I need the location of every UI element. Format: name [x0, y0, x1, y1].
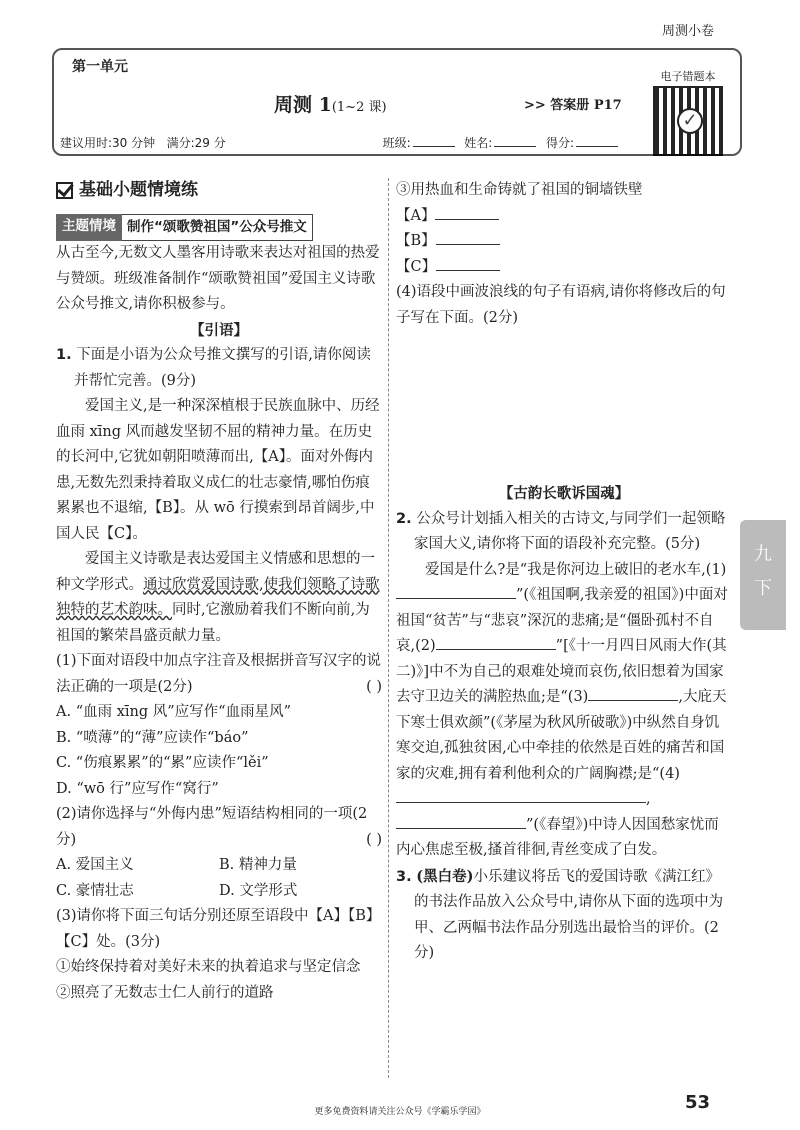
- answer-paren[interactable]: ( ): [366, 831, 382, 848]
- qr-code-icon[interactable]: [653, 86, 723, 156]
- blank-a-field[interactable]: [435, 219, 499, 220]
- q2-stem: [396, 507, 732, 558]
- sub1-stem-text: (1)下面对语段中加点字注音及根据拼音写汉字的说法正确的一项是(2分): [56, 653, 382, 695]
- q1-stem-text: 下面是小语为公众号推文撰写的引语,请你阅读并帮忙完善。(9分): [74, 347, 371, 389]
- theme-text: 制作“颂歌赞祖国”公众号推文: [122, 214, 313, 242]
- checkbox-icon: [56, 182, 73, 199]
- name-field[interactable]: [494, 146, 536, 147]
- header-box: [52, 48, 742, 156]
- section-title: [56, 178, 382, 204]
- q3-stem-text: 小乐建议将岳飞的爱国诗歌《满江红》的书法作品放入公众号中,请你从下面的选项中为甲、乙两幅书法作品分别选出最恰当的评价。(2分): [414, 868, 724, 961]
- q1-paragraph-2: [56, 547, 382, 649]
- q1-sub3-stem: (3)请你将下面三句话分别还原至语段中【A】【B】【C】处。(3分): [56, 908, 381, 950]
- para2-b: 同时,它激励着我们不断向前,为祖国的繁荣昌盛贡献力量。: [56, 602, 370, 644]
- fill-blank-4a[interactable]: [396, 802, 586, 803]
- sentence-item: ①始终保持着对美好未来的执着追求与坚定信念: [56, 959, 361, 975]
- q3-tag: (黑白卷): [416, 867, 474, 885]
- fill-blank-1[interactable]: [396, 598, 516, 599]
- q2-paragraph: [396, 558, 732, 864]
- blank-label: 【B】: [396, 233, 436, 249]
- q3-stem: [396, 864, 732, 967]
- top-label: 周测小卷: [661, 24, 714, 39]
- theme-banner: [56, 214, 382, 242]
- check-icon: ✓: [677, 108, 703, 134]
- q2-stem-text: 公众号计划插入相关的古诗文,与同学们一起领略家国大义,请你将下面的语段补充完整。(5分): [414, 510, 726, 552]
- option: B. “喷薄”的“薄”应读作“báo”: [56, 729, 249, 746]
- q2-text: (2): [415, 638, 436, 654]
- answer-space[interactable]: [396, 331, 732, 481]
- sub2-stem-text: (2)请你选择与“外侮内患”短语结构相同的一项(2分): [56, 806, 368, 848]
- options-row: [56, 853, 382, 879]
- wavy-sentence: 通过欣赏爱国诗歌,使我们领略了诗歌独特的艺术韵味。: [56, 576, 380, 618]
- blank-b: [396, 229, 732, 255]
- score-field[interactable]: [576, 146, 618, 147]
- subheading-quote: 【引语】: [190, 321, 248, 339]
- side-tab-top: 九: [754, 544, 772, 565]
- q2-text: ,大庇天下寒士俱欢颜”(《茅屋为秋风所破歌》)中纵然自身饥寒交迫,孤独贫困,心中牵挂的依然是百姓的痛苦和国家的灾难,拥有着利他利众的广阔胸襟;是“(4): [396, 689, 727, 782]
- footer-note: 更多免费资料请关注公众号《学霸乐学园》: [314, 1107, 486, 1117]
- fill-blank-2[interactable]: [436, 649, 556, 650]
- side-tab-bottom: 下: [754, 578, 772, 599]
- q2-text: 爱国是什么?是“我是你河边上破旧的老水车,(1): [425, 561, 727, 578]
- q3-number: 3.: [396, 868, 412, 885]
- info-row: [60, 134, 620, 151]
- qr-block: [638, 68, 738, 156]
- subheading-poems: 【古韵长歌诉国魂】: [498, 485, 630, 502]
- title-sub: (1~2 课): [331, 100, 387, 115]
- q1-paragraph-1: 爱国主义,是一种深深植根于民族血脉中、历经血雨 xīng 风而越发坚韧不屈的精神力量。在历史的长河中,它犹如朝阳喷薄而出,【A】。面对外侮内患,无数先烈秉持着取义成仁的壮志豪情,哪怕伤痕累累也不退缩,【B】。从 wō 行摸索到昂首阔步,中国人民【C】。: [56, 398, 380, 542]
- intro-text: 从古至今,无数文人墨客用诗歌来表达对祖国的热爱与赞颂。班级准备制作“颂歌赞祖国”爱国主义诗歌公众号推文,请你积极参与。: [56, 245, 380, 312]
- page-number: 53: [684, 1092, 710, 1113]
- qr-label: 电子错题本: [660, 70, 716, 83]
- title-main: 周测 1: [274, 94, 332, 116]
- answer-paren[interactable]: ( ): [366, 678, 382, 695]
- blank-b-field[interactable]: [436, 244, 500, 245]
- q2-text: ”[《十一月四日风雨大作(其二)》]中不为自己的艰难处境而哀伤,依旧想着为国家去守卫边关的满腔热血;是“(3): [396, 638, 727, 705]
- blank-c: [396, 255, 732, 281]
- score-label: 得分:: [545, 136, 574, 150]
- q1-stem: [56, 343, 382, 394]
- q1-sub4-stem: (4)语段中画波浪线的句子有语病,请你将修改后的句子写在下面。(2分): [396, 284, 726, 326]
- option: B. 精神力量: [219, 857, 297, 873]
- option: C. “伤痕累累”的“累”应读作“lěi”: [56, 755, 269, 771]
- blank-c-field[interactable]: [436, 270, 500, 271]
- q1-sub1-stem: [56, 649, 382, 700]
- left-column: [56, 178, 382, 1006]
- right-column: [396, 178, 732, 967]
- q2-text: ,: [646, 791, 651, 807]
- class-field[interactable]: [413, 146, 455, 147]
- suggested-time: 建议用时:30 分钟: [60, 136, 156, 150]
- option: A. 爱国主义: [56, 857, 134, 873]
- full-score: 满分:29 分: [166, 136, 226, 150]
- fill-blank-4c[interactable]: [396, 828, 526, 829]
- q1-sub2-stem: [56, 802, 382, 853]
- column-divider: [388, 178, 389, 1078]
- q2-text: ”(《春望》)中诗人因国愁家忧而内心焦虑至极,搔首徘徊,青丝变成了白发。: [396, 816, 719, 858]
- blank-a: [396, 204, 732, 230]
- q1-number: 1.: [56, 347, 72, 363]
- para2-a: 爱国主义诗歌是表达爱国主义情感和思想的一种文学形式。: [56, 551, 375, 593]
- fill-blank-4b[interactable]: [586, 802, 646, 803]
- option: A. “血雨 xīng 风”应写作“血雨星风”: [56, 704, 291, 720]
- option: D. 文学形式: [219, 882, 298, 899]
- q2-number: 2.: [396, 510, 412, 527]
- unit-label: 第一单元: [68, 56, 132, 76]
- blank-label: 【A】: [396, 207, 436, 224]
- q2-text: ”(《祖国啊,我亲爱的祖国》)中面对祖国“贫苦”与“悲哀”深沉的悲痛;是“僵卧孤村不自哀,: [396, 587, 728, 654]
- answer-reference: >> 答案册 P17: [524, 98, 622, 113]
- sentence-item: ③用热血和生命铸就了祖国的铜墙铁壁: [396, 182, 643, 198]
- options-row: [56, 879, 382, 905]
- theme-tag: 主题情境: [56, 214, 122, 242]
- class-label: 班级:: [382, 136, 411, 150]
- blank-label: 【C】: [396, 258, 437, 275]
- fill-blank-3[interactable]: [588, 700, 678, 701]
- section-title-text: 基础小题情境练: [79, 180, 198, 200]
- sentence-item: ②照亮了无数志士仁人前行的道路: [56, 984, 274, 1001]
- option: D. “wō 行”应写作“窝行”: [56, 780, 219, 797]
- side-tab: [740, 520, 786, 630]
- name-label: 姓名:: [464, 136, 493, 150]
- option: C. 豪情壮志: [56, 882, 134, 899]
- page-title: [274, 90, 387, 117]
